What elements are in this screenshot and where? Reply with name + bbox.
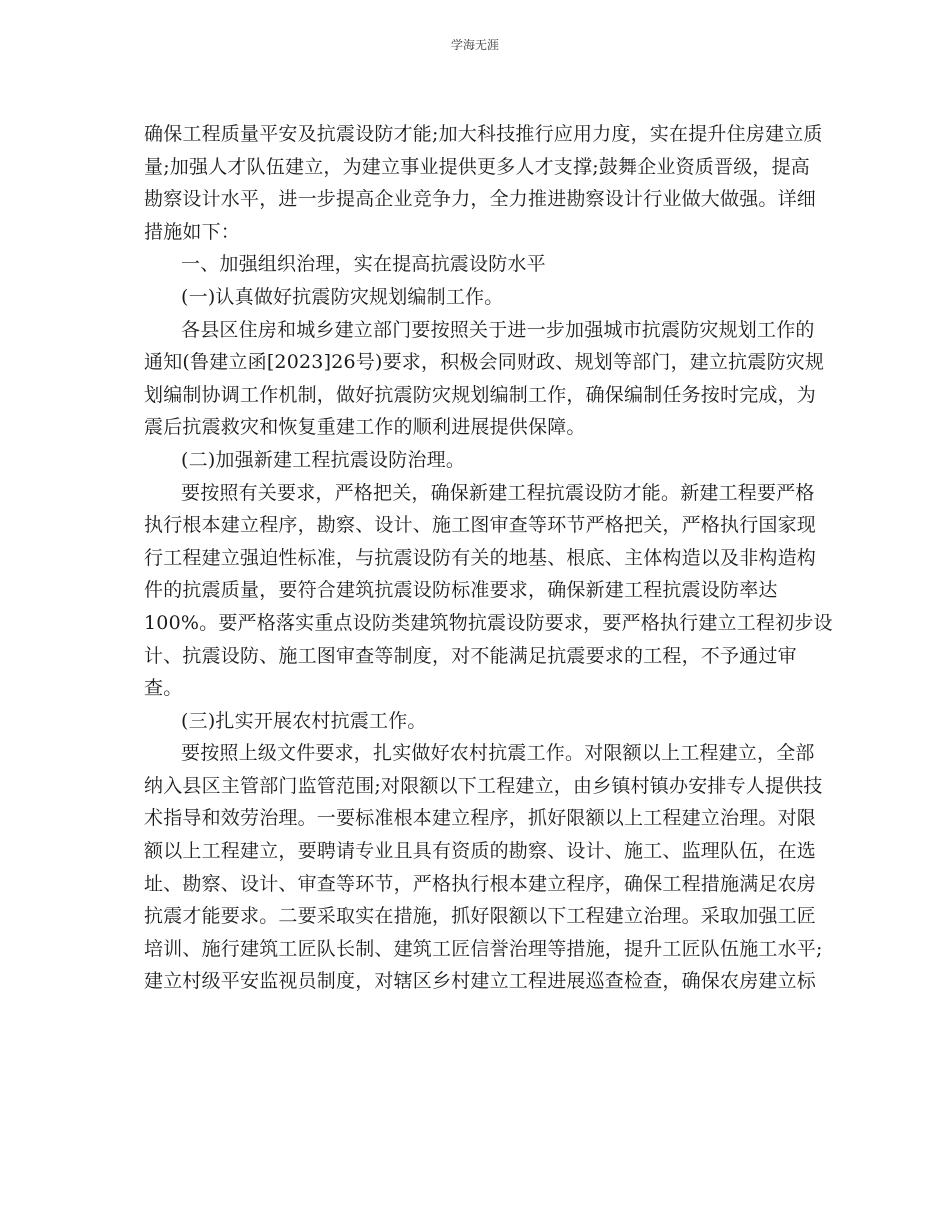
document-body bbox=[144, 118, 833, 998]
text-line: 件的抗震质量，要符合建筑抗震设防标准要求，确保新建工程抗震设防率达 bbox=[144, 579, 778, 602]
text-line: (二)加强新建工程抗震设防治理。 bbox=[181, 448, 466, 471]
text-line: 要按照有关要求，严格把关，确保新建工程抗震设防才能。新建工程要严格 bbox=[181, 481, 815, 504]
text-line: 震后抗震救灾和恢复重建工作的顺利进展提供保障。 bbox=[144, 416, 586, 439]
text-line: 抗震才能要求。二要采取实在措施，抓好限额以下工程建立治理。采取加强工匠 bbox=[144, 905, 817, 928]
text-line: 各县区住房和城乡建立部门要按照关于进一步加强城市抗震防灾规划工作的 bbox=[181, 318, 815, 341]
text-line: 勘察设计水平，进一步提高企业竞争力，全力推进勘察设计行业做大做强。详细 bbox=[144, 188, 817, 211]
text-line: (一)认真做好抗震防灾规划编制工作。 bbox=[181, 285, 504, 308]
text-line: 培训、施行建筑工匠队长制、建筑工匠信誉治理等措施，提升工匠队伍施工水平; bbox=[144, 937, 823, 960]
text-line: 术指导和效劳治理。一要标准根本建立程序，抓好限额以上工程建立治理。对限 bbox=[144, 807, 817, 830]
text-line: 行工程建立强迫性标准，与抗震设防有关的地基、根底、主体构造以及非构造构 bbox=[144, 546, 817, 569]
text-line: 纳入县区主管部门监管范围;对限额以下工程建立，由乡镇村镇办安排专人提供技 bbox=[144, 774, 823, 797]
text-line: 建立村级平安监视员制度，对辖区乡村建立工程进展巡查检查，确保农房建立标 bbox=[144, 970, 817, 993]
text-line: 额以上工程建立，要聘请专业且具有资质的勘察、设计、施工、监理队伍，在选 bbox=[144, 840, 817, 863]
text-line: 量;加强人才队伍建立，为建立事业提供更多人才支撑;鼓舞企业资质晋级，提高 bbox=[144, 155, 811, 178]
text-line: 查。 bbox=[144, 677, 183, 700]
text-line: (三)扎实开展农村抗震工作。 bbox=[181, 709, 427, 732]
text-line: 址、勘察、设计、审查等环节，严格执行根本建立程序，确保工程措施满足农房 bbox=[144, 872, 817, 895]
text-line: 确保工程质量平安及抗震设防才能;加大科技推行应用力度，实在提升住房建立质 bbox=[144, 123, 823, 145]
text-line: 通知(鲁建立函[2023]26号)要求，积极会同财政、规划等部门，建立抗震防灾规 bbox=[144, 351, 825, 374]
text-line: 100%。要严格落实重点设防类建筑物抗震设防要求，要严格执行建立工程初步设 bbox=[144, 611, 833, 634]
text-line: 执行根本建立程序，勘察、设计、施工图审查等环节严格把关，严格执行国家现 bbox=[144, 514, 817, 537]
text-line: 措施如下： bbox=[144, 220, 241, 243]
text-line: 划编制协调工作机制，做好抗震防灾规划编制工作，确保编制任务按时完成，为 bbox=[144, 383, 817, 406]
page-header: 学海无涯 bbox=[450, 38, 499, 52]
text-line: 要按照上级文件要求，扎实做好农村抗震工作。对限额以上工程建立，全部 bbox=[181, 742, 815, 765]
text-line: 一、加强组织治理，实在提高抗震设防水平 bbox=[181, 253, 546, 276]
text-line: 计、抗震设防、施工图审查等制度，对不能满足抗震要求的工程，不予通过审 bbox=[144, 644, 797, 667]
